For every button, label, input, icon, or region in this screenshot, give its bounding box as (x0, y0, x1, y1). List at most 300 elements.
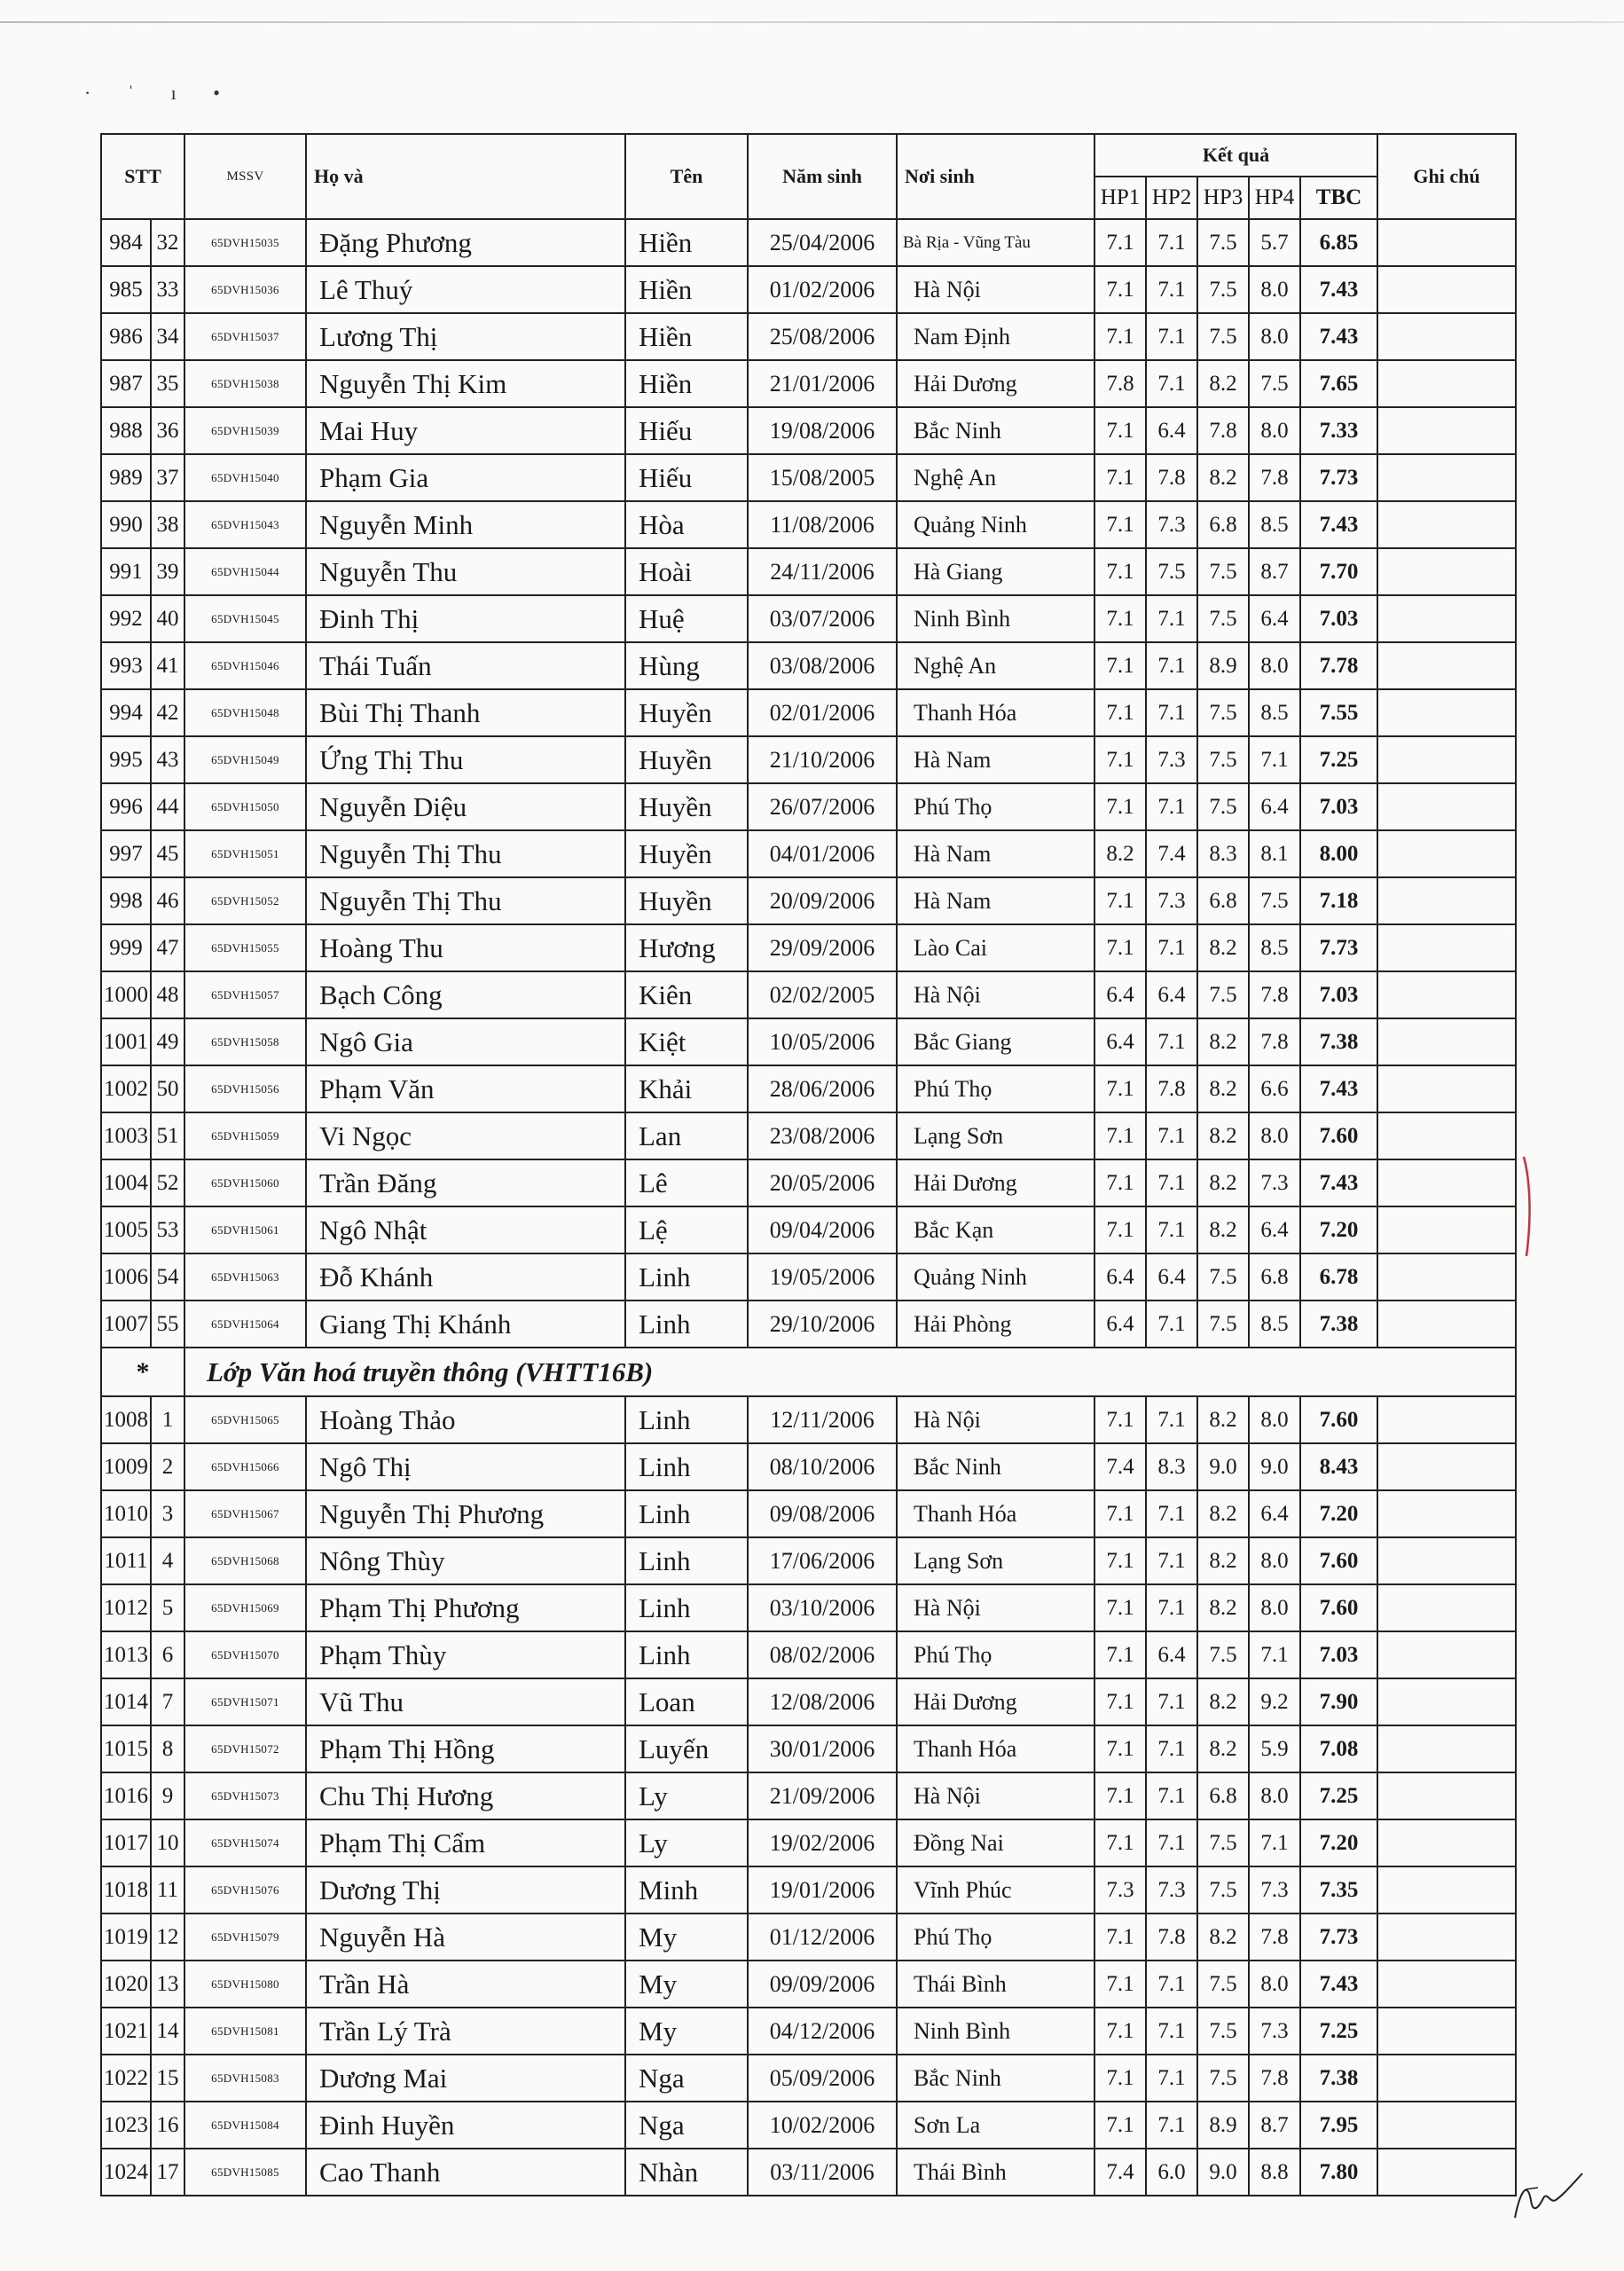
cell-tbc: 7.03 (1300, 1631, 1377, 1678)
cell-index: 50 (151, 1065, 184, 1112)
cell-hp1: 7.1 (1094, 1961, 1146, 2008)
cell-hp3: 8.2 (1197, 1206, 1249, 1253)
cell-tbc: 7.20 (1300, 1206, 1377, 1253)
cell-hp3: 7.5 (1197, 2008, 1249, 2055)
cell-noi-sinh: Phú Thọ (897, 1631, 1094, 1678)
cell-hp1: 7.1 (1094, 642, 1146, 689)
cell-index: 48 (151, 971, 184, 1018)
cell-ten: Loan (625, 1678, 748, 1725)
cell-hp2: 6.4 (1146, 971, 1197, 1018)
cell-tbc: 7.43 (1300, 313, 1377, 360)
table-row (101, 642, 1516, 689)
cell-hp1: 7.1 (1094, 313, 1146, 360)
cell-stt: 1021 (101, 2008, 151, 2055)
cell-ghi-chu (1377, 1396, 1516, 1443)
cell-hp4: 6.4 (1249, 1206, 1300, 1253)
cell-ten: Linh (625, 1301, 748, 1348)
cell-hp4: 6.4 (1249, 1490, 1300, 1537)
cell-ten: Ly (625, 1772, 748, 1819)
cell-hp3: 7.5 (1197, 595, 1249, 642)
cell-mssv: 65DVH15068 (184, 1537, 306, 1584)
table-row (101, 501, 1516, 548)
cell-ten: Minh (625, 1866, 748, 1913)
cell-noi-sinh: Nghệ An (897, 642, 1094, 689)
cell-mssv: 65DVH15064 (184, 1301, 306, 1348)
cell-ten: Hiền (625, 360, 748, 407)
cell-nam-sinh: 20/05/2006 (748, 1159, 897, 1206)
cell-hp2: 7.8 (1146, 1913, 1197, 1961)
cell-ten: Hiền (625, 219, 748, 266)
cell-ghi-chu (1377, 2102, 1516, 2149)
cell-tbc: 7.03 (1300, 783, 1377, 830)
section-title: Lớp Văn hoá truyền thông (VHTT16B) (184, 1348, 1516, 1396)
cell-ho-va: Dương Thị (306, 1866, 625, 1913)
header-ten: Tên (625, 134, 748, 219)
cell-stt: 1007 (101, 1301, 151, 1348)
cell-hp3: 8.9 (1197, 642, 1249, 689)
cell-ten: Nhàn (625, 2149, 748, 2196)
cell-noi-sinh: Đồng Nai (897, 1819, 1094, 1866)
cell-noi-sinh: Ninh Bình (897, 2008, 1094, 2055)
cell-mssv: 65DVH15083 (184, 2055, 306, 2102)
cell-hp1: 7.1 (1094, 1631, 1146, 1678)
cell-hp4: 7.8 (1249, 454, 1300, 501)
cell-hp2: 7.1 (1146, 2008, 1197, 2055)
cell-tbc: 7.80 (1300, 2149, 1377, 2196)
header-nam-sinh: Năm sinh (748, 134, 897, 219)
cell-noi-sinh: Bắc Ninh (897, 1443, 1094, 1490)
cell-hp4: 8.8 (1249, 2149, 1300, 2196)
cell-hp2: 7.4 (1146, 830, 1197, 877)
table-row (101, 971, 1516, 1018)
cell-mssv: 65DVH15036 (184, 266, 306, 313)
cell-nam-sinh: 05/09/2006 (748, 2055, 897, 2102)
cell-ghi-chu (1377, 1866, 1516, 1913)
cell-mssv: 65DVH15071 (184, 1678, 306, 1725)
cell-tbc: 7.43 (1300, 266, 1377, 313)
cell-hp3: 8.3 (1197, 830, 1249, 877)
cell-mssv: 65DVH15073 (184, 1772, 306, 1819)
table-row (101, 830, 1516, 877)
cell-mssv: 65DVH15079 (184, 1913, 306, 1961)
cell-noi-sinh: Sơn La (897, 2102, 1094, 2149)
cell-mssv: 65DVH15044 (184, 548, 306, 595)
cell-stt: 1018 (101, 1866, 151, 1913)
cell-hp1: 7.1 (1094, 924, 1146, 971)
cell-mssv: 65DVH15085 (184, 2149, 306, 2196)
table-row (101, 1772, 1516, 1819)
cell-ten: Hiếu (625, 407, 748, 454)
cell-hp4: 5.9 (1249, 1725, 1300, 1772)
cell-noi-sinh: Nam Định (897, 313, 1094, 360)
table-row (101, 407, 1516, 454)
cell-ghi-chu (1377, 1159, 1516, 1206)
cell-hp4: 8.5 (1249, 689, 1300, 736)
cell-ten: Huyền (625, 783, 748, 830)
cell-hp3: 8.2 (1197, 1396, 1249, 1443)
cell-index: 14 (151, 2008, 184, 2055)
cell-stt: 1005 (101, 1206, 151, 1253)
cell-tbc: 7.20 (1300, 1490, 1377, 1537)
cell-hp4: 6.8 (1249, 1253, 1300, 1301)
header-ket-qua: Kết quả (1094, 134, 1377, 177)
cell-index: 34 (151, 313, 184, 360)
cell-stt: 999 (101, 924, 151, 971)
cell-ghi-chu (1377, 1961, 1516, 2008)
cell-hp3: 8.2 (1197, 1537, 1249, 1584)
cell-hp3: 7.5 (1197, 1819, 1249, 1866)
cell-hp1: 7.1 (1094, 689, 1146, 736)
cell-stt: 1000 (101, 971, 151, 1018)
cell-ho-va: Nguyễn Thu (306, 548, 625, 595)
cell-mssv: 65DVH15060 (184, 1159, 306, 1206)
table-row (101, 595, 1516, 642)
table-row (101, 1537, 1516, 1584)
cell-mssv: 65DVH15058 (184, 1018, 306, 1065)
cell-ho-va: Thái Tuấn (306, 642, 625, 689)
cell-ho-va: Hoàng Thu (306, 924, 625, 971)
signature-scribble (1508, 2165, 1588, 2227)
cell-hp4: 6.6 (1249, 1065, 1300, 1112)
cell-noi-sinh: Hà Nội (897, 1396, 1094, 1443)
cell-stt: 988 (101, 407, 151, 454)
cell-tbc: 7.73 (1300, 1913, 1377, 1961)
cell-hp3: 8.2 (1197, 1490, 1249, 1537)
cell-index: 54 (151, 1253, 184, 1301)
table-row (101, 2102, 1516, 2149)
cell-index: 41 (151, 642, 184, 689)
cell-hp1: 7.8 (1094, 360, 1146, 407)
cell-index: 7 (151, 1678, 184, 1725)
cell-tbc: 7.25 (1300, 736, 1377, 783)
table-row (101, 1065, 1516, 1112)
cell-hp3: 9.0 (1197, 2149, 1249, 2196)
cell-mssv: 65DVH15076 (184, 1866, 306, 1913)
table-row (101, 1253, 1516, 1301)
cell-ghi-chu (1377, 595, 1516, 642)
cell-hp1: 7.1 (1094, 1772, 1146, 1819)
cell-stt: 986 (101, 313, 151, 360)
cell-ghi-chu (1377, 313, 1516, 360)
cell-ho-va: Lương Thị (306, 313, 625, 360)
cell-mssv: 65DVH15050 (184, 783, 306, 830)
cell-tbc: 7.38 (1300, 1018, 1377, 1065)
section-marker: * (101, 1348, 184, 1396)
cell-hp3: 8.9 (1197, 2102, 1249, 2149)
cell-hp4: 5.7 (1249, 219, 1300, 266)
cell-nam-sinh: 26/07/2006 (748, 783, 897, 830)
cell-hp2: 7.1 (1146, 783, 1197, 830)
cell-hp3: 7.5 (1197, 1631, 1249, 1678)
cell-ho-va: Chu Thị Hương (306, 1772, 625, 1819)
cell-hp1: 7.1 (1094, 1206, 1146, 1253)
cell-ho-va: Ngô Thị (306, 1443, 625, 1490)
cell-noi-sinh: Vĩnh Phúc (897, 1866, 1094, 1913)
cell-noi-sinh: Hải Phòng (897, 1301, 1094, 1348)
cell-nam-sinh: 15/08/2005 (748, 454, 897, 501)
cell-hp2: 7.1 (1146, 1112, 1197, 1159)
cell-hp2: 7.1 (1146, 266, 1197, 313)
cell-ghi-chu (1377, 1584, 1516, 1631)
cell-hp1: 7.1 (1094, 736, 1146, 783)
cell-nam-sinh: 19/08/2006 (748, 407, 897, 454)
table-row (101, 1913, 1516, 1961)
cell-nam-sinh: 09/09/2006 (748, 1961, 897, 2008)
cell-tbc: 7.65 (1300, 360, 1377, 407)
cell-hp1: 7.1 (1094, 219, 1146, 266)
cell-nam-sinh: 12/11/2006 (748, 1396, 897, 1443)
cell-mssv: 65DVH15052 (184, 877, 306, 924)
cell-hp4: 7.8 (1249, 2055, 1300, 2102)
cell-hp3: 6.8 (1197, 501, 1249, 548)
cell-index: 1 (151, 1396, 184, 1443)
red-pen-mark (1521, 1153, 1534, 1260)
cell-nam-sinh: 19/02/2006 (748, 1819, 897, 1866)
cell-noi-sinh: Hà Nội (897, 1584, 1094, 1631)
header-stt: STT (101, 134, 184, 219)
cell-index: 35 (151, 360, 184, 407)
cell-hp3: 8.2 (1197, 1112, 1249, 1159)
cell-stt: 984 (101, 219, 151, 266)
cell-mssv: 65DVH15069 (184, 1584, 306, 1631)
cell-hp4: 6.4 (1249, 783, 1300, 830)
cell-hp4: 7.3 (1249, 1159, 1300, 1206)
cell-index: 47 (151, 924, 184, 971)
cell-hp4: 8.0 (1249, 1537, 1300, 1584)
cell-index: 5 (151, 1584, 184, 1631)
cell-hp2: 6.0 (1146, 2149, 1197, 2196)
cell-nam-sinh: 17/06/2006 (748, 1537, 897, 1584)
cell-ghi-chu (1377, 1301, 1516, 1348)
cell-ten: Hòa (625, 501, 748, 548)
cell-ten: Lệ (625, 1206, 748, 1253)
cell-index: 37 (151, 454, 184, 501)
cell-noi-sinh: Hà Nội (897, 266, 1094, 313)
cell-stt: 1006 (101, 1253, 151, 1301)
cell-hp1: 7.1 (1094, 2055, 1146, 2102)
cell-ghi-chu (1377, 1112, 1516, 1159)
cell-noi-sinh: Thanh Hóa (897, 1725, 1094, 1772)
cell-hp2: 7.1 (1146, 1584, 1197, 1631)
cell-hp2: 7.1 (1146, 1537, 1197, 1584)
cell-ho-va: Đinh Thị (306, 595, 625, 642)
cell-noi-sinh: Lạng Sơn (897, 1112, 1094, 1159)
table-row (101, 1159, 1516, 1206)
cell-ten: Hương (625, 924, 748, 971)
cell-noi-sinh: Phú Thọ (897, 1065, 1094, 1112)
cell-mssv: 65DVH15035 (184, 219, 306, 266)
cell-ghi-chu (1377, 689, 1516, 736)
cell-ho-va: Trần Hà (306, 1961, 625, 2008)
cell-noi-sinh: Hà Nam (897, 830, 1094, 877)
cell-ten: Hiền (625, 313, 748, 360)
cell-ghi-chu (1377, 1725, 1516, 1772)
cell-stt: 985 (101, 266, 151, 313)
cell-ghi-chu (1377, 642, 1516, 689)
cell-hp1: 6.4 (1094, 1253, 1146, 1301)
cell-hp4: 6.4 (1249, 595, 1300, 642)
cell-ghi-chu (1377, 783, 1516, 830)
cell-ten: My (625, 1961, 748, 2008)
table-row (101, 2055, 1516, 2102)
cell-hp2: 7.1 (1146, 1490, 1197, 1537)
cell-hp4: 8.1 (1249, 830, 1300, 877)
cell-tbc: 7.60 (1300, 1396, 1377, 1443)
cell-hp1: 7.1 (1094, 1678, 1146, 1725)
cell-hp3: 8.2 (1197, 924, 1249, 971)
cell-hp1: 7.4 (1094, 2149, 1146, 2196)
cell-stt: 1012 (101, 1584, 151, 1631)
cell-ghi-chu (1377, 924, 1516, 971)
cell-nam-sinh: 19/05/2006 (748, 1253, 897, 1301)
table-row (101, 1112, 1516, 1159)
cell-hp2: 7.1 (1146, 219, 1197, 266)
cell-ho-va: Ngô Gia (306, 1018, 625, 1065)
cell-ho-va: Ứng Thị Thu (306, 736, 625, 783)
cell-hp4: 7.8 (1249, 1913, 1300, 1961)
cell-hp2: 7.3 (1146, 501, 1197, 548)
cell-ghi-chu (1377, 501, 1516, 548)
cell-nam-sinh: 12/08/2006 (748, 1678, 897, 1725)
header-mssv: MSSV (184, 134, 306, 219)
cell-ho-va: Mai Huy (306, 407, 625, 454)
cell-stt: 1014 (101, 1678, 151, 1725)
cell-hp3: 8.2 (1197, 1725, 1249, 1772)
cell-hp2: 6.4 (1146, 1631, 1197, 1678)
cell-ghi-chu (1377, 736, 1516, 783)
cell-index: 51 (151, 1112, 184, 1159)
cell-hp1: 7.1 (1094, 266, 1146, 313)
cell-noi-sinh: Bắc Giang (897, 1018, 1094, 1065)
cell-nam-sinh: 24/11/2006 (748, 548, 897, 595)
rows-group-a (101, 219, 1516, 1348)
cell-nam-sinh: 03/10/2006 (748, 1584, 897, 1631)
cell-ho-va: Phạm Thùy (306, 1631, 625, 1678)
cell-hp2: 8.3 (1146, 1443, 1197, 1490)
cell-index: 6 (151, 1631, 184, 1678)
cell-hp3: 8.2 (1197, 1159, 1249, 1206)
cell-hp4: 8.0 (1249, 1112, 1300, 1159)
cell-tbc: 7.38 (1300, 2055, 1377, 2102)
cell-index: 45 (151, 830, 184, 877)
cell-hp1: 7.3 (1094, 1866, 1146, 1913)
cell-ho-va: Vi Ngọc (306, 1112, 625, 1159)
table-row (101, 1725, 1516, 1772)
cell-noi-sinh: Hải Dương (897, 1678, 1094, 1725)
cell-ghi-chu (1377, 2149, 1516, 2196)
cell-stt: 1023 (101, 2102, 151, 2149)
cell-ho-va: Cao Thanh (306, 2149, 625, 2196)
cell-noi-sinh: Phú Thọ (897, 783, 1094, 830)
cell-ghi-chu (1377, 1018, 1516, 1065)
table-row (101, 689, 1516, 736)
table-row (101, 783, 1516, 830)
cell-index: 49 (151, 1018, 184, 1065)
cell-ghi-chu (1377, 1772, 1516, 1819)
cell-noi-sinh: Quảng Ninh (897, 1253, 1094, 1301)
cell-stt: 1002 (101, 1065, 151, 1112)
cell-stt: 995 (101, 736, 151, 783)
cell-index: 32 (151, 219, 184, 266)
cell-stt: 1024 (101, 2149, 151, 2196)
cell-index: 10 (151, 1819, 184, 1866)
cell-hp2: 7.5 (1146, 548, 1197, 595)
cell-stt: 1017 (101, 1819, 151, 1866)
cell-tbc: 7.43 (1300, 1961, 1377, 2008)
cell-hp1: 7.1 (1094, 1396, 1146, 1443)
cell-hp4: 8.0 (1249, 1772, 1300, 1819)
cell-ten: Huyền (625, 877, 748, 924)
cell-ghi-chu (1377, 1206, 1516, 1253)
cell-mssv: 65DVH15048 (184, 689, 306, 736)
cell-hp1: 7.1 (1094, 1537, 1146, 1584)
cell-ghi-chu (1377, 971, 1516, 1018)
cell-hp4: 7.3 (1249, 1866, 1300, 1913)
table-row (101, 1961, 1516, 2008)
cell-hp4: 8.0 (1249, 266, 1300, 313)
cell-ten: Kiệt (625, 1018, 748, 1065)
cell-tbc: 7.03 (1300, 971, 1377, 1018)
cell-hp2: 7.8 (1146, 1065, 1197, 1112)
cell-index: 13 (151, 1961, 184, 2008)
cell-hp1: 7.1 (1094, 1725, 1146, 1772)
cell-mssv: 65DVH15066 (184, 1443, 306, 1490)
cell-tbc: 7.35 (1300, 1866, 1377, 1913)
cell-hp4: 8.5 (1249, 1301, 1300, 1348)
cell-ghi-chu (1377, 407, 1516, 454)
section-row (101, 1348, 1516, 1396)
cell-ho-va: Ngô Nhật (306, 1206, 625, 1253)
cell-noi-sinh: Thanh Hóa (897, 689, 1094, 736)
cell-ho-va: Vũ Thu (306, 1678, 625, 1725)
cell-mssv: 65DVH15081 (184, 2008, 306, 2055)
cell-ten: Kiên (625, 971, 748, 1018)
cell-hp4: 8.7 (1249, 548, 1300, 595)
cell-ten: Ly (625, 1819, 748, 1866)
cell-mssv: 65DVH15074 (184, 1819, 306, 1866)
cell-mssv: 65DVH15038 (184, 360, 306, 407)
cell-mssv: 65DVH15070 (184, 1631, 306, 1678)
cell-index: 40 (151, 595, 184, 642)
cell-hp4: 9.2 (1249, 1678, 1300, 1725)
cell-hp3: 7.5 (1197, 1253, 1249, 1301)
cell-ghi-chu (1377, 1253, 1516, 1301)
cell-hp1: 7.1 (1094, 783, 1146, 830)
cell-ten: Nga (625, 2055, 748, 2102)
scan-top-edge (0, 21, 1624, 23)
cell-index: 33 (151, 266, 184, 313)
cell-hp4: 8.0 (1249, 407, 1300, 454)
cell-stt: 993 (101, 642, 151, 689)
cell-ho-va: Trần Lý Trà (306, 2008, 625, 2055)
cell-ghi-chu (1377, 360, 1516, 407)
cell-noi-sinh: Bắc Ninh (897, 407, 1094, 454)
cell-ghi-chu (1377, 2055, 1516, 2102)
cell-nam-sinh: 03/07/2006 (748, 595, 897, 642)
cell-hp3: 6.8 (1197, 877, 1249, 924)
cell-noi-sinh: Hà Nội (897, 971, 1094, 1018)
cell-hp2: 7.1 (1146, 2055, 1197, 2102)
cell-noi-sinh: Hải Dương (897, 360, 1094, 407)
cell-hp1: 7.1 (1094, 548, 1146, 595)
cell-stt: 998 (101, 877, 151, 924)
cell-hp3: 7.8 (1197, 407, 1249, 454)
cell-index: 55 (151, 1301, 184, 1348)
table-row (101, 548, 1516, 595)
cell-noi-sinh: Bắc Kạn (897, 1206, 1094, 1253)
cell-tbc: 7.08 (1300, 1725, 1377, 1772)
cell-mssv: 65DVH15067 (184, 1490, 306, 1537)
